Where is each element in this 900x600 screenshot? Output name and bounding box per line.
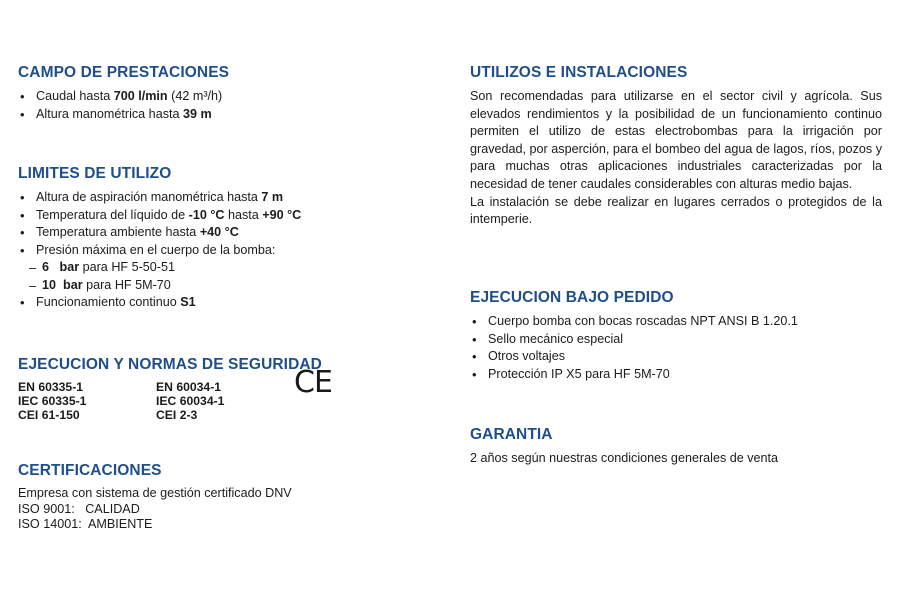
garantia-text: 2 años según nuestras condiciones generales de venta [470, 451, 779, 465]
norma-code: EN 60034-1 [156, 380, 222, 394]
norma-code: IEC 60335-1 [18, 394, 87, 408]
garantia-title: GARANTIA [470, 426, 553, 443]
list-item: • Protección IP X5 para HF 5M-70 [470, 366, 882, 384]
certificaciones-title: CERTIFICACIONES [18, 462, 162, 479]
normas-grid [18, 365, 438, 424]
list-item: – 6 bar para HF 5-50-51 [18, 259, 438, 277]
list-item: • Altura de aspiración manométrica hasta 7 m [18, 189, 438, 207]
utilizos-title: UTILIZOS E INSTALACIONES [470, 64, 688, 81]
campo-section [18, 64, 438, 123]
garantia-section [470, 426, 882, 468]
limites-title: LIMITES DE UTILIZO [18, 165, 172, 182]
norma-code: CEI 61-150 [18, 408, 80, 422]
cert-line: ISO 14001: AMBIENTE [18, 517, 153, 531]
certificaciones-text [18, 486, 438, 533]
normas-section [18, 356, 438, 424]
pedido-title: EJECUCION BAJO PEDIDO [470, 289, 674, 306]
norma-code: EN 60335-1 [18, 380, 84, 394]
list-item: • Otros voltajes [470, 348, 882, 366]
list-item: • Caudal hasta 700 l/min (42 m³/h) [18, 88, 438, 106]
normas-col-1 [18, 380, 86, 422]
list-item: • Altura manométrica hasta 39 m [18, 106, 438, 124]
campo-list [18, 88, 438, 123]
list-item: – 10 bar para HF 5M-70 [18, 277, 438, 295]
normas-col-2 [156, 380, 224, 422]
list-item: • Funcionamiento continuo S1 [18, 294, 438, 312]
list-item: • Temperatura del líquido de -10 °C hasta +90 °C [18, 207, 438, 225]
utilizos-paragraph-2: La instalación se debe realizar en lugares cerrados o protegidos de la intemperie. [470, 194, 882, 227]
limites-list [18, 189, 438, 312]
list-item: • Presión máxima en el cuerpo de la bomba: [18, 242, 438, 260]
pedido-list [470, 313, 882, 383]
norma-code: CEI 2-3 [156, 408, 198, 422]
cert-line: ISO 9001: CALIDAD [18, 501, 140, 516]
pedido-section [470, 289, 882, 383]
normas-title: EJECUCION Y NORMAS DE SEGURIDAD [18, 356, 322, 373]
campo-title: CAMPO DE PRESTACIONES [18, 64, 230, 81]
ce-mark-icon: CE [294, 365, 332, 400]
list-item: • Temperatura ambiente hasta +40 °C [18, 224, 438, 242]
certificaciones-section [18, 462, 438, 533]
norma-code: IEC 60034-1 [156, 394, 225, 408]
utilizos-paragraph: Son recomendadas para utilizarse en el sector civil y agrícola. Sus elevados rendimientos y la posibilidad de un funcionamiento continuo permiten el utilizo de estas electrobombas para la irrigación por gravedad, por asperción, para el bombeo del agua de lagos, ríos, pozos y para muchas otras aplicaciones industriales caracterizadas por la necesidad de tener caudales considerables con alturas medio bajas. [470, 89, 882, 191]
limites-section [18, 165, 438, 312]
list-item: • Sello mecánico especial [470, 331, 882, 349]
list-item: • Cuerpo bomba con bocas roscadas NPT ANSI B 1.20.1 [470, 313, 882, 331]
cert-line: Empresa con sistema de gestión certificado DNV [18, 486, 292, 500]
utilizos-section [470, 64, 882, 229]
